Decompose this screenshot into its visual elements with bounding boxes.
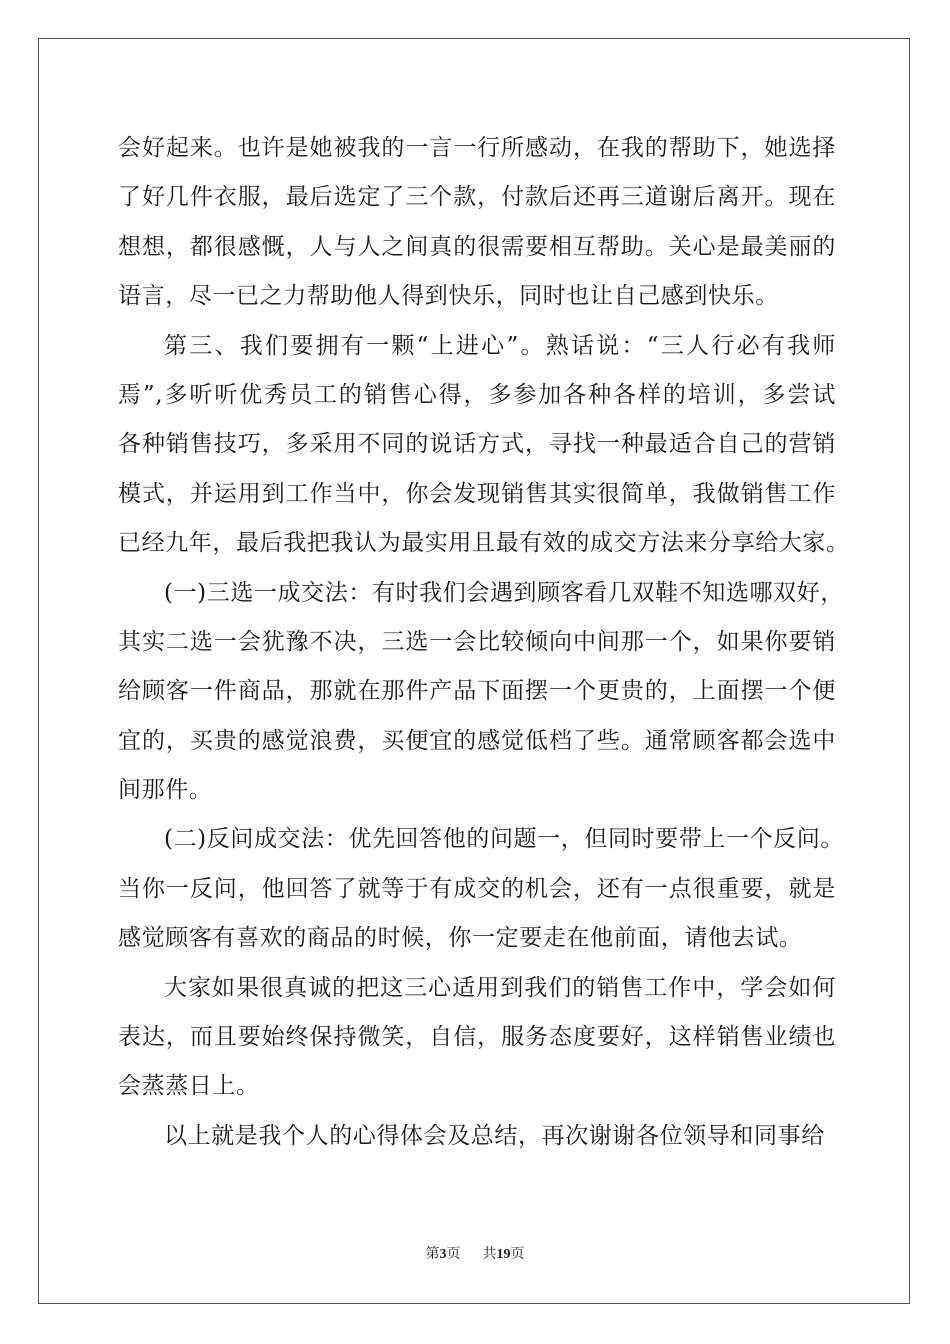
text-line: 宜的，买贵的感觉浪费，买便宜的感觉低档了些。通常顾客都会选中 (118, 727, 836, 754)
text-line: 各种销售技巧，多采用不同的说话方式，寻找一种最适合自己的营销 (118, 431, 836, 458)
text-line: 表达，而且要始终保持微笑，自信，服务态度要好，这样销售业绩也 (118, 1024, 836, 1051)
text-line: 其实二选一会犹豫不决，三选一会比较倾向中间那一个，如果你要销 (118, 628, 836, 655)
text-line: 会蒸蒸日上。 (118, 1073, 260, 1100)
text-line: 当你一反问，他回答了就等于有成交的机会，还有一点很重要，就是 (118, 875, 836, 902)
text-line: 模式，并运用到工作当中，你会发现销售其实很简单，我做销售工作 (118, 480, 836, 507)
text-line: 想想，都很感慨，人与人之间真的很需要相互帮助。关心是最美丽的 (118, 233, 836, 260)
text-line: 给顾客一件商品，那就在那件产品下面摆一个更贵的，上面摆一个便 (118, 678, 836, 705)
text-line: 焉”,多听听优秀员工的销售心得，多参加各种各样的培训，多尝试 (118, 381, 836, 408)
page-prefix: 第 (425, 1247, 440, 1262)
document-body (118, 124, 850, 1161)
page-footer (0, 1243, 950, 1263)
text-line: 已经九年，最后我把我认为最实用且最有效的成交方法来分享给大家。 (118, 530, 850, 557)
total-pages: 19 (496, 1247, 511, 1262)
text-line: 感觉顾客有喜欢的商品的时候，你一定要走在他前面，请他去试。 (118, 925, 803, 952)
text-line: 第三、我们要拥有一颗“上进心”。熟话说：“三人行必有我师 (164, 332, 836, 359)
text-line: 会好起来。也许是她被我的一言一行所感动，在我的帮助下，她选择 (118, 135, 836, 161)
text-line: (二)反问成交法：优先回答他的问题一，但同时要带上一个反问。 (164, 826, 844, 853)
page-number: 3 (439, 1247, 447, 1262)
text-line: 大家如果很真诚的把这三心适用到我们的销售工作中，学会如何 (164, 974, 836, 1001)
text-line: (一)三选一成交法：有时我们会遇到顾客看几双鞋不知选哪双好， (164, 579, 844, 606)
text-line: 了好几件衣服，最后选定了三个款，付款后还再三道谢后离开。现在 (118, 184, 836, 211)
text-line: 语言，尽一已之力帮助他人得到快乐，同时也让自己感到快乐。 (118, 283, 779, 310)
text-line: 以上就是我个人的心得体会及总结，再次谢谢各位领导和同事给 (164, 1122, 825, 1149)
text-line: 间那件。 (118, 777, 213, 804)
page-suffix: 页 (446, 1247, 461, 1262)
total-prefix: 共 (482, 1247, 497, 1262)
total-suffix: 页 (510, 1247, 525, 1262)
